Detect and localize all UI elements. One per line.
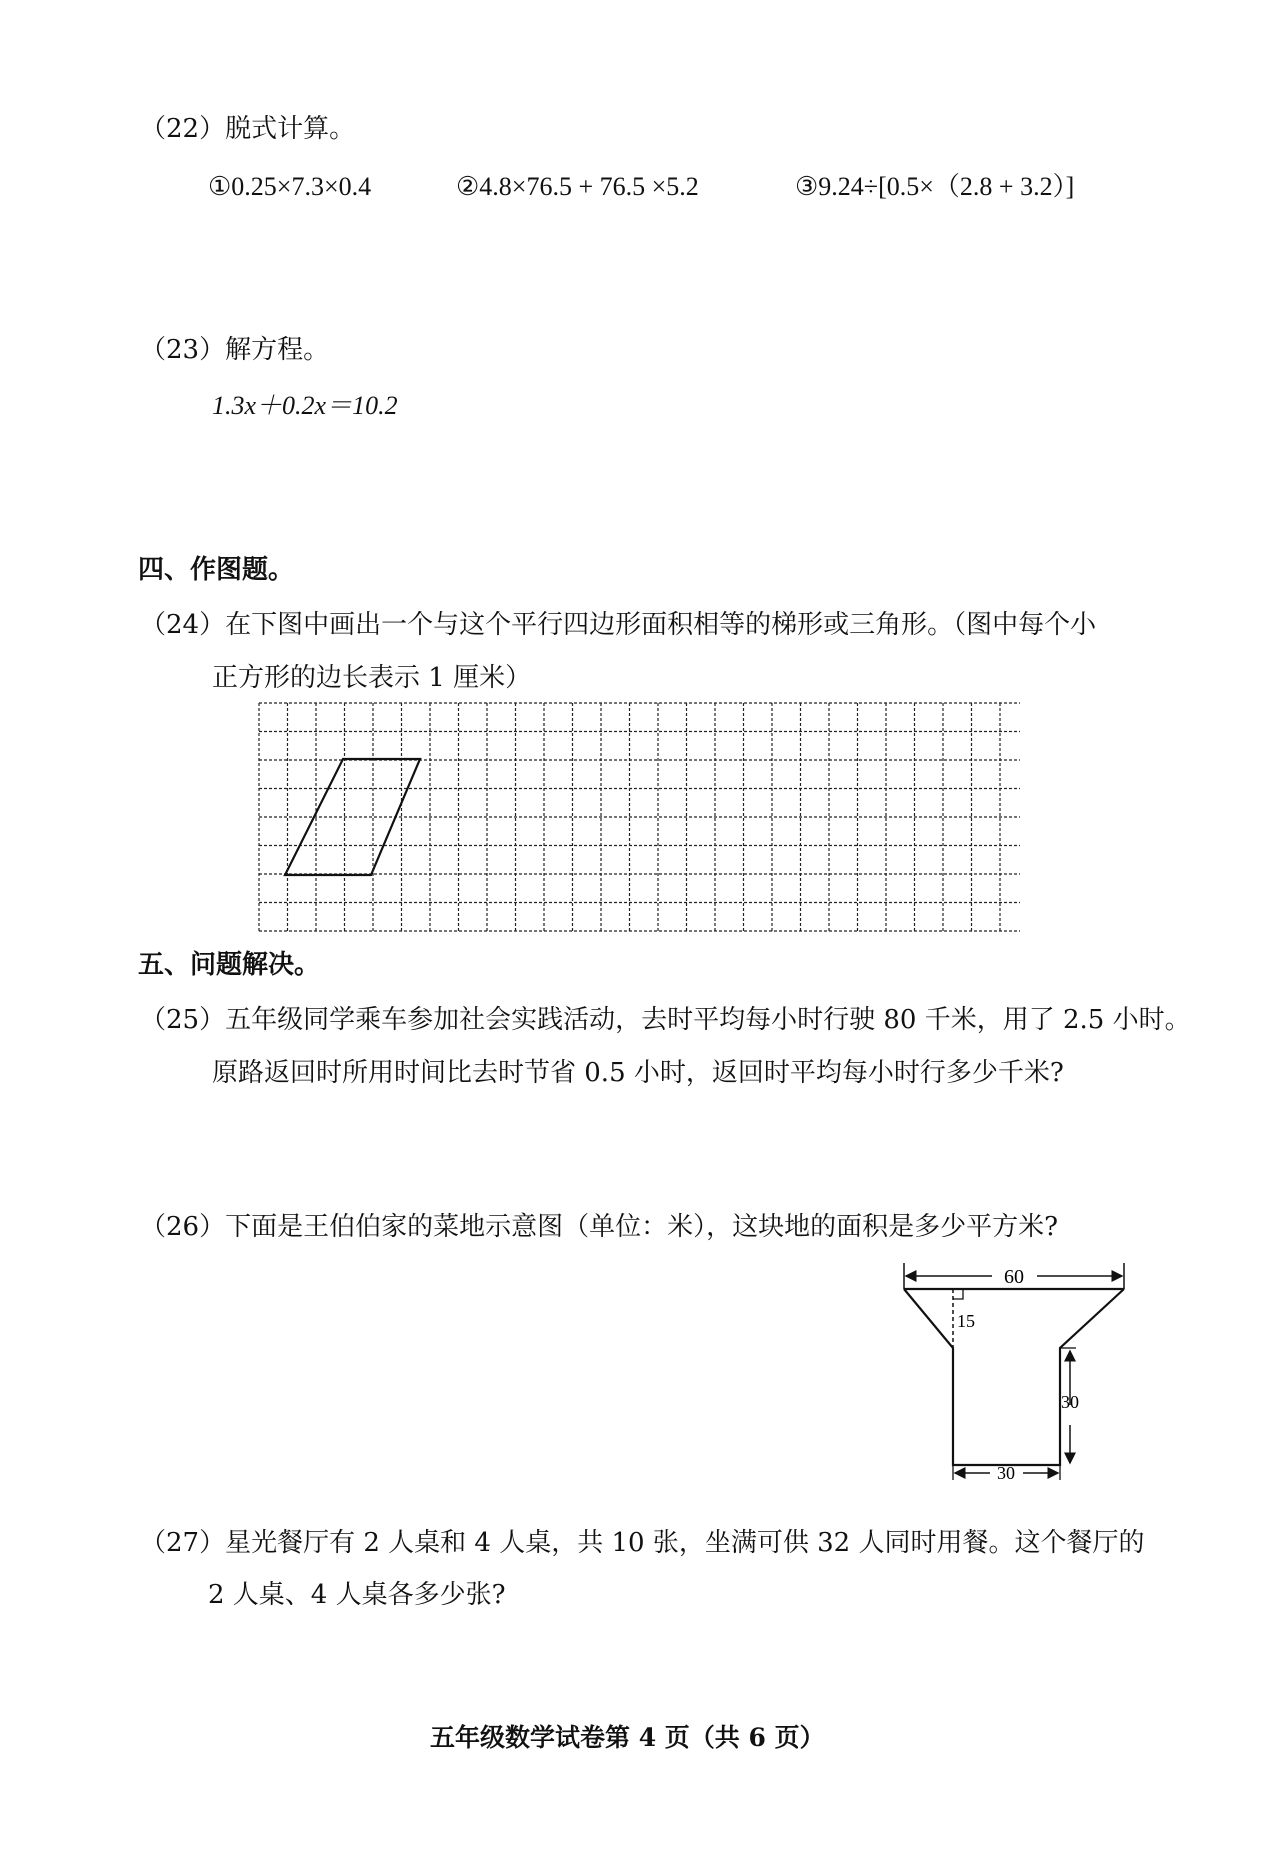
grid-lines (259, 703, 1020, 931)
q22-item-1: ①0.25×7.3×0.4 (208, 172, 372, 201)
bottom-dimension-label: 30 (997, 1463, 1015, 1483)
q24-line-1: （24）在下图中画出一个与这个平行四边形面积相等的梯形或三角形。（图中每个小 (140, 610, 1097, 640)
plot-outline (904, 1289, 1124, 1465)
q23-label: （23）解方程。 (140, 335, 330, 365)
top-dimension-label: 60 (1004, 1266, 1024, 1288)
section-4-title: 四、作图题。 (138, 555, 295, 585)
right-dimension-label: 30 (1061, 1392, 1079, 1412)
q25-line-2: 原路返回时所用时间比去时节省 0.5 小时，返回时平均每小时行多少千米? (212, 1058, 1064, 1088)
q22-item-2: ②4.8×76.5 + 76.5 ×5.2 (456, 172, 699, 201)
q23-equation: 1.3x＋0.2x＝10.2 (212, 391, 398, 420)
q26-line-1: （26）下面是王伯伯家的菜地示意图（单位：米），这块地的面积是多少平方米? (140, 1212, 1059, 1242)
height-label: 15 (957, 1311, 975, 1331)
q27-line-2: 2 人桌、4 人桌各多少张? (208, 1580, 506, 1610)
section-5-title: 五、问题解决。 (138, 950, 321, 980)
q22-item-3: ③9.24÷[0.5×（2.8 + 3.2）] (795, 172, 1075, 201)
q27-line-1: （27）星光餐厅有 2 人桌和 4 人桌，共 10 张，坐满可供 32 人同时用餐。这个餐厅的 (140, 1528, 1145, 1558)
q25-line-1: （25）五年级同学乘车参加社会实践活动，去时平均每小时行驶 80 千米，用了 2.5 小时。 (140, 1005, 1191, 1035)
grid-figure (255, 700, 1020, 940)
page-footer: 五年级数学试卷第 4 页（共 6 页） (430, 1723, 825, 1752)
q22-label: （22）脱式计算。 (140, 114, 356, 144)
q24-line-2: 正方形的边长表示 1 厘米） (212, 663, 532, 693)
right-angle-mark (953, 1289, 963, 1299)
vegetable-plot-figure (880, 1255, 1140, 1485)
